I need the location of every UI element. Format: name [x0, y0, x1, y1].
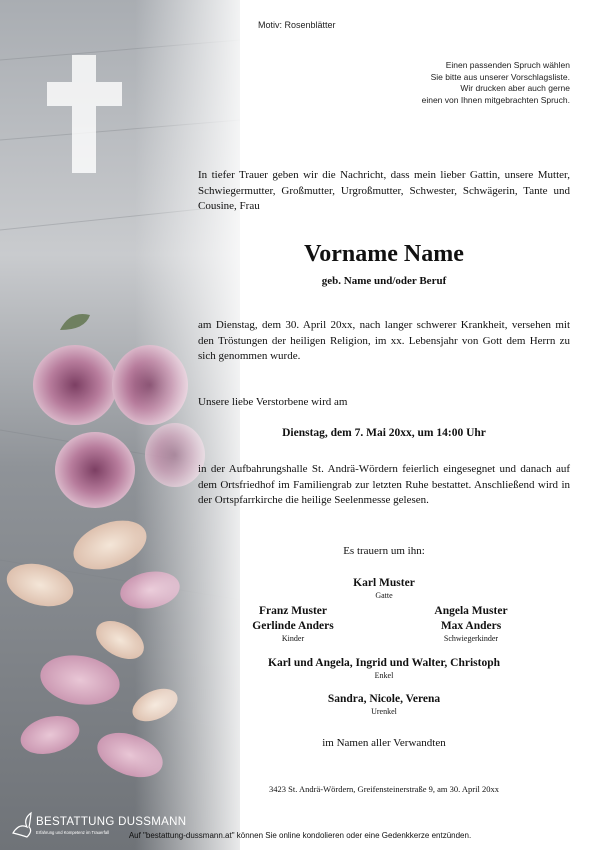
verse-hint-line: Einen passenden Spruch wählen: [445, 60, 570, 70]
mourners-heading: Es trauern um ihn:: [343, 545, 425, 557]
deceased-name: Vorname Name: [304, 241, 464, 267]
mourner-children: [198, 604, 388, 644]
verse-hint: [350, 60, 570, 106]
place-and-date: 3423 St. Andrä-Wördern, Greifensteinerstraße 9, am 30. April 20xx: [269, 784, 499, 794]
mourner-name: Angela Muster: [434, 605, 508, 617]
verse-hint-line: Sie bitte aus unserer Vorschlagsliste.: [430, 71, 570, 82]
mourner-relation: Schwiegerkinder: [443, 634, 499, 643]
mourner-name: Karl und Angela, Ingrid und Walter, Christoph: [268, 657, 500, 669]
mourner-relation: Gatte: [375, 591, 393, 600]
mourner-spouse: [198, 576, 570, 601]
funeral-date: Dienstag, dem 7. Mai 20xx, um 14:00 Uhr: [282, 427, 486, 439]
mourner-name: Gerlinde Anders: [252, 620, 334, 632]
verse-hint-line: Wir drucken aber auch gerne: [460, 83, 570, 93]
mourner-great-grandchildren: [198, 692, 570, 717]
mourners-closing: im Namen aller Verwandten: [322, 737, 446, 749]
deceased-subtitle: geb. Name und/oder Beruf: [321, 275, 447, 287]
mourner-grandchildren: [198, 656, 570, 681]
mourner-relation: Enkel: [374, 671, 394, 680]
logo-name: BESTATTUNG DUSSMANN: [36, 816, 187, 828]
mourner-children-in-law: [376, 604, 566, 644]
intro-paragraph: In tiefer Trauer geben wir die Nachricht, dass mein lieber Gattin, unsere Mutter, Schwiegermutter, Großmutter, Urgroßmutter, Schwester, Schwägerin, Tante und Cousine, Frau: [198, 169, 570, 212]
footer-note: Auf "bestattung-dussmann.at" können Sie online kondolieren oder eine Gedenkkerze entzünden.: [128, 831, 472, 840]
logo-tagline: Erfahrung und Kompetenz im Trauerfall: [36, 830, 110, 835]
mourner-name: Franz Muster: [258, 605, 328, 617]
mourner-relation: Urenkel: [371, 707, 397, 716]
mourner-name: Sandra, Nicole, Verena: [327, 693, 441, 705]
funeral-details-paragraph: in der Aufbahrungshalle St. Andrä-Wördern feierlich eingesegnet und danach auf dem Ortsfriedhof im Familiengrab zur letzten Ruhe bestattet. Anschließend wird in der Ortspfarrkirche die heilige Seelenmesse gelesen.: [198, 463, 570, 506]
mourner-name: Max Anders: [440, 620, 502, 632]
funeral-intro: Unsere liebe Verstorbene wird am: [198, 396, 348, 408]
mourner-relation: Kinder: [281, 634, 305, 643]
mourner-name: Karl Muster: [353, 577, 415, 589]
death-notice-paragraph: am Dienstag, dem 30. April 20xx, nach langer schwerer Krankheit, versehen mit den Tröstungen der heiligen Religion, im xx. Lebensjahr von Gott dem Herrn zu sich genommen wurde.: [198, 319, 570, 362]
verse-hint-line: einen von Ihnen mitgebrachten Spruch.: [421, 94, 570, 105]
motif-label: Motiv: Rosenblätter: [258, 20, 336, 30]
